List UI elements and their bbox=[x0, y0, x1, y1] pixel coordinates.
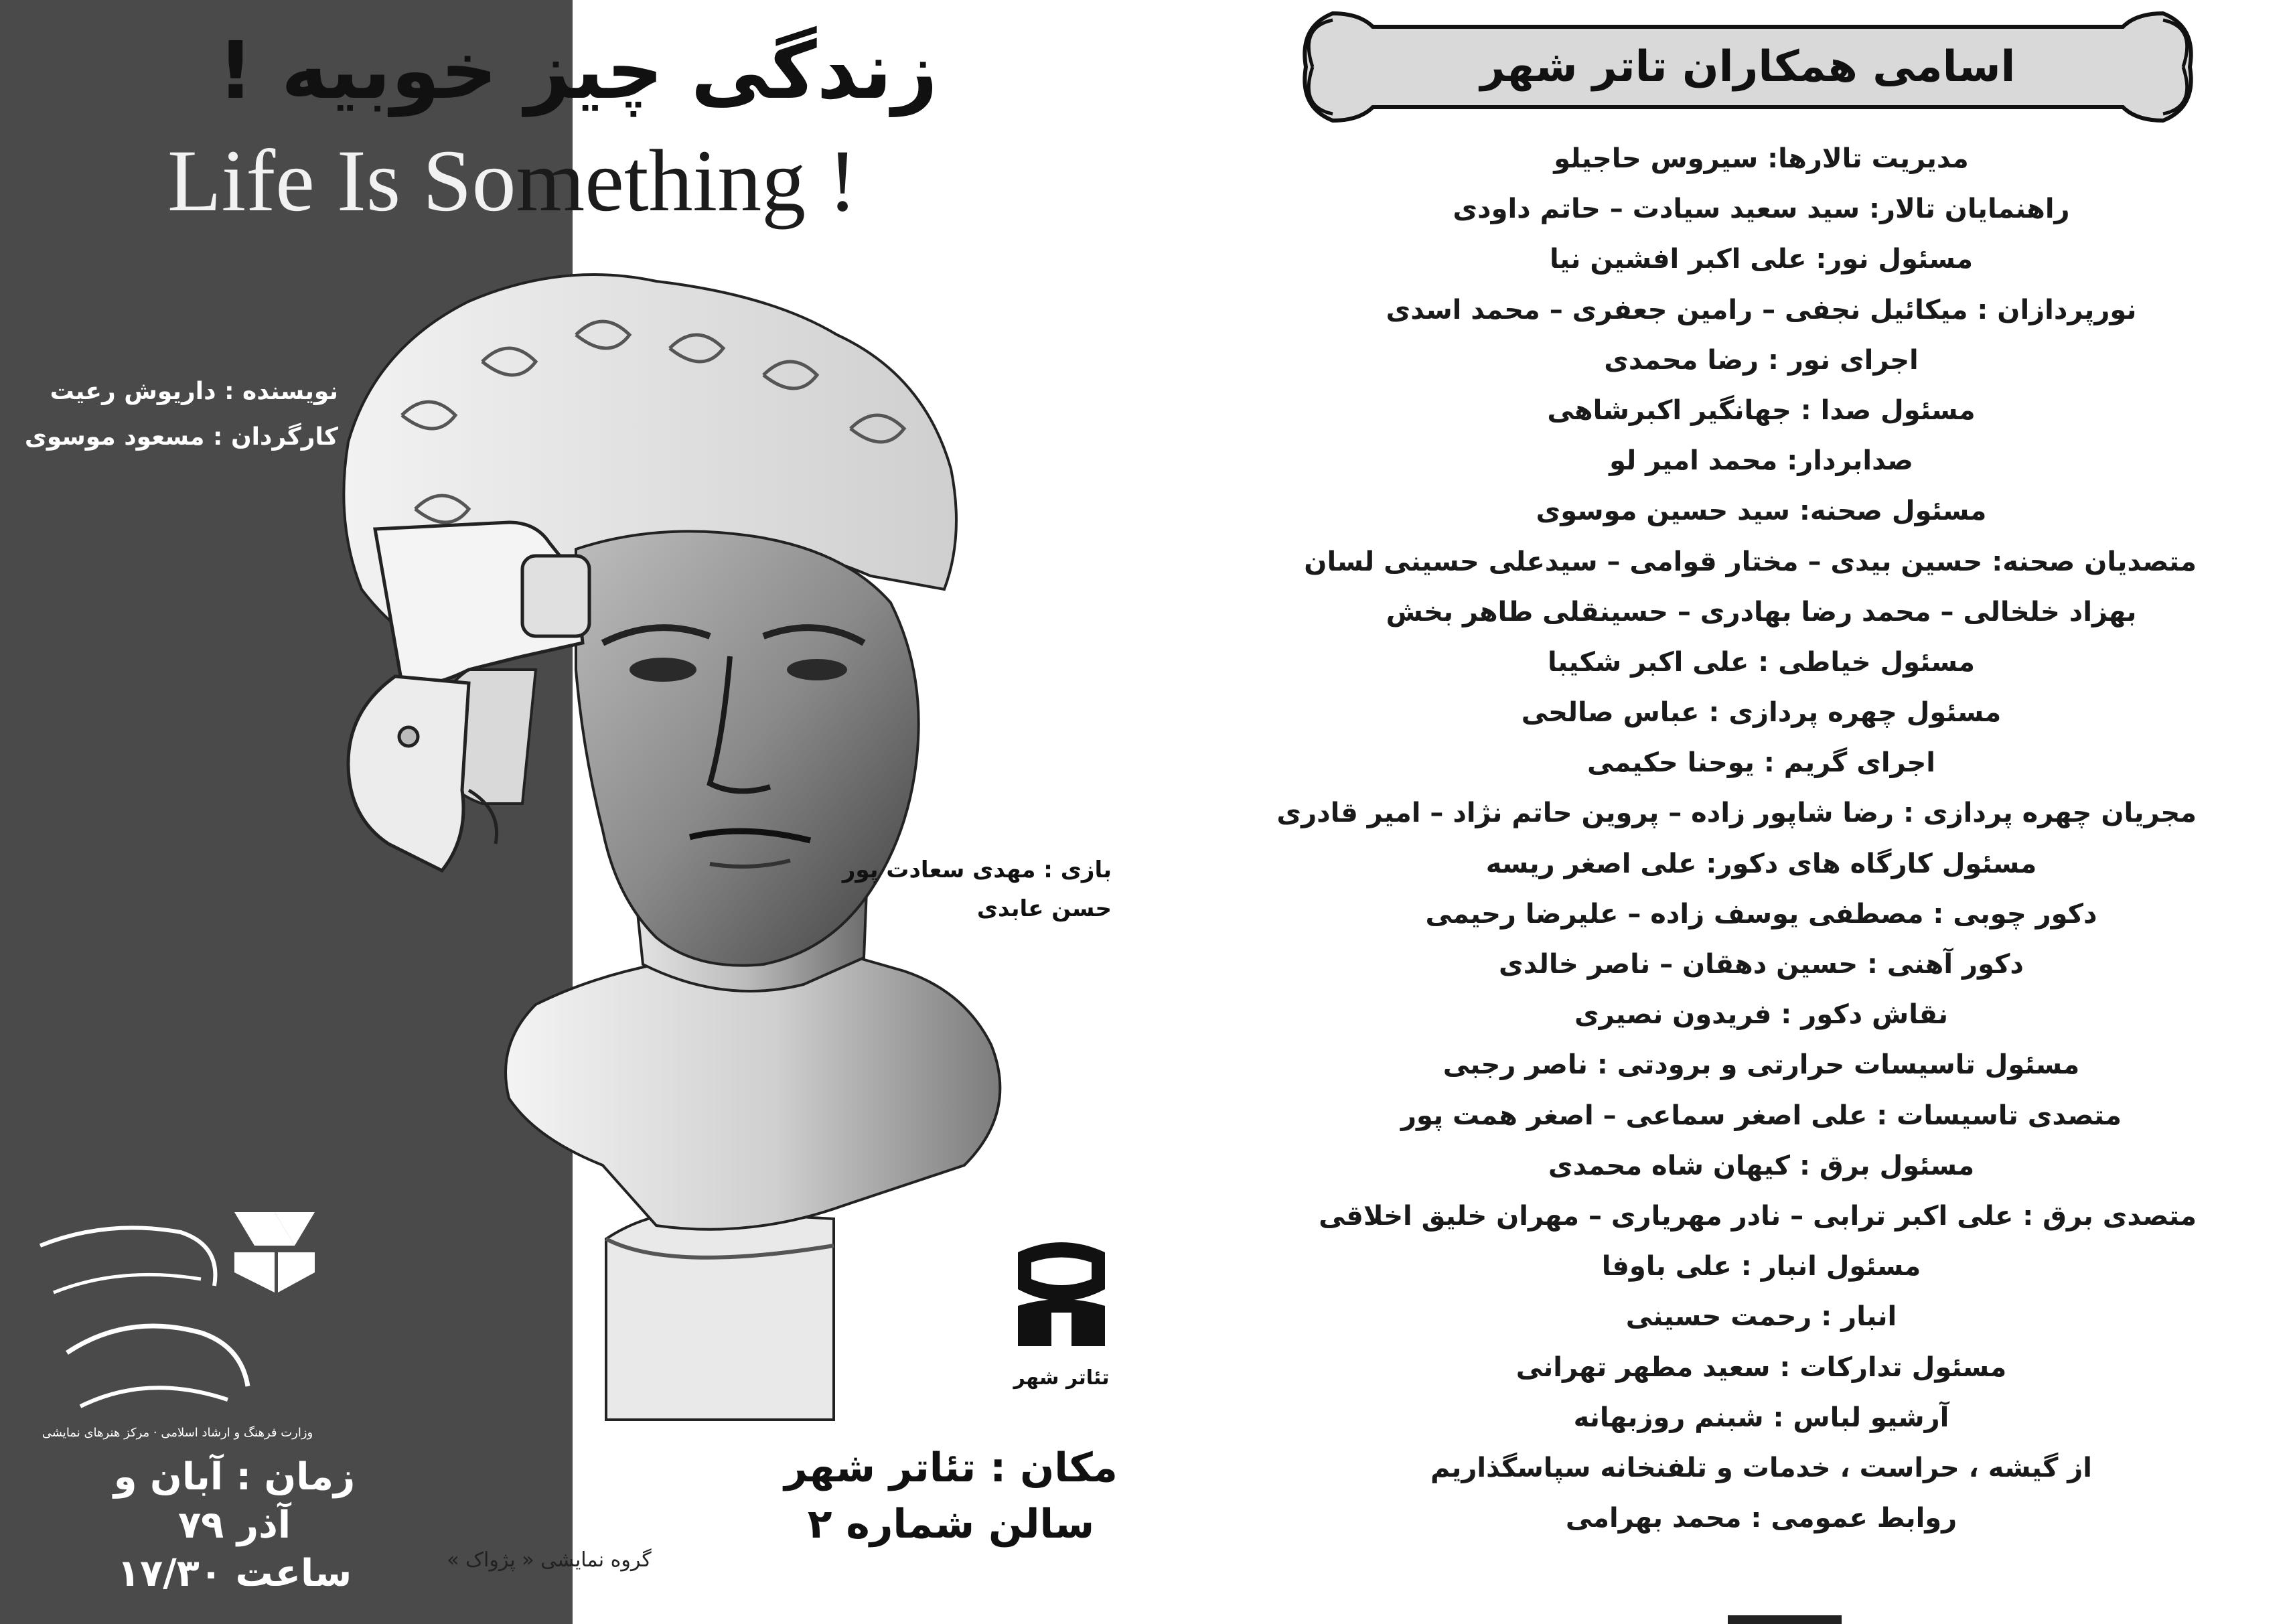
show-time bbox=[80, 1453, 388, 1598]
credit-line: مسئول صدا : جهانگیر اکبرشاهی bbox=[1547, 394, 1976, 426]
show-venue bbox=[763, 1440, 1138, 1552]
credit-line: دکور چوبی : مصطفی یوسف زاده – علیرضا رحیمی bbox=[1425, 898, 2097, 930]
ministry-logo-text: وزارت فرهنگ و ارشاد اسلامی · مرکز هنرهای نمایشی bbox=[42, 1426, 313, 1440]
director-credit: کارگردان : مسعود موسوی bbox=[24, 423, 338, 451]
cast-line-2: حسن عابدی bbox=[976, 895, 1112, 922]
credit-line: مجریان چهره پردازی : رضا شاپور زاده – پروین حاتم نژاد – امیر قادری bbox=[1276, 798, 2197, 829]
credit-line: نقاش دکور : فریدون نصیری bbox=[1574, 999, 1949, 1031]
credit-line: مسئول تدارکات : سعید مطهر تهرانی bbox=[1515, 1351, 2007, 1383]
credits-title: اسامی همکاران تاتر شهر bbox=[1480, 42, 2016, 92]
credit-line: متصدی تاسیسات : علی اصغر سماعی – اصغر همت پور bbox=[1401, 1100, 2122, 1131]
credit-line: اجرای نور : رضا محمدی bbox=[1604, 344, 1919, 376]
credit-line: راهنمایان تالار: سید سعید سیادت – حاتم داودی bbox=[1453, 194, 2070, 225]
revolver-shape bbox=[348, 522, 589, 871]
credit-line: مسئول انبار : علی باوفا bbox=[1601, 1251, 1921, 1282]
credit-line: متصدی برق : علی اکبر ترابی – نادر مهریاری – مهران خلیق اخلاقی bbox=[1319, 1200, 2197, 1232]
theater-shahr-logo-icon bbox=[1005, 1232, 1118, 1359]
credit-line: مسئول نور: علی اکبر افشین نیا bbox=[1550, 244, 1973, 275]
poster-title-english-part1: Life Is So bbox=[167, 131, 516, 230]
credits-list bbox=[1276, 134, 2197, 1544]
credit-line: متصدیان صحنه: حسین بیدی – مختار قوامی – سیدعلی حسینی لسان bbox=[1304, 546, 2197, 577]
show-venue-line-2: سالن شماره ۲ bbox=[807, 1501, 1095, 1548]
show-time-line-2: ساعت ۱۷/۳۰ bbox=[117, 1552, 352, 1595]
credit-line: مسئول چهره پردازی : عباس صالحی bbox=[1521, 697, 2002, 729]
poster-title-english-part2: mething ! bbox=[516, 131, 858, 230]
credit-line: آرشیو لباس : شبنم روزبهانه bbox=[1573, 1402, 1949, 1433]
troupe-credit: گروه نمایشی « پژواک » bbox=[447, 1548, 652, 1572]
credits-page bbox=[1138, 0, 2295, 1624]
credit-line: دکور آهنی : حسین دهقان – ناصر خالدی bbox=[1499, 949, 2024, 980]
credit-line: مدیریت تالارها: سیروس حاجیلو bbox=[1554, 143, 1969, 174]
poster-page bbox=[0, 0, 1138, 1624]
credit-line: مسئول صحنه: سید حسین موسوی bbox=[1536, 496, 1987, 527]
theater-logo-label: تئاتر شهر bbox=[1013, 1366, 1110, 1390]
credit-line: مسئول خیاطی : علی اکبر شکیبا bbox=[1547, 646, 1976, 678]
show-time-line-1: زمان : آبان و آذر ۷۹ bbox=[113, 1455, 356, 1547]
ministry-culture-logo-icon bbox=[27, 1205, 328, 1447]
credit-line: از گیشه ، حراست ، خدمات و تلفنخانه سپاسگذاریم bbox=[1430, 1452, 2093, 1483]
credit-line: بهزاد خلخالی – محمد رضا بهادری – حسینقلی طاهر بخش bbox=[1386, 596, 2137, 628]
writer-credit: نویسنده : داریوش رعیت bbox=[50, 378, 338, 405]
credit-line: مسئول تاسیسات حرارتی و برودتی : ناصر رجبی bbox=[1442, 1049, 2080, 1081]
poster-title-persian: زندگی چیز خوبیه ! bbox=[217, 24, 938, 117]
cast-line-1: بازی : مهدی سعادت پور bbox=[842, 857, 1112, 883]
credit-line: انبار : رحمت حسینی bbox=[1625, 1301, 1897, 1333]
credit-line: نورپردازان : میکائیل نجفی – رامین جعفری – محمد اسدی bbox=[1386, 294, 2137, 325]
credit-line: مسئول برق : کیهان شاه محمدی bbox=[1548, 1150, 1975, 1181]
credit-line: روابط عمومی : محمد بهرامی bbox=[1565, 1503, 1957, 1534]
show-venue-line-1: مکان : تئاتر شهر bbox=[784, 1445, 1118, 1491]
credit-line: مسئول کارگاه های دکور: علی اصغر ریسه bbox=[1485, 848, 2037, 879]
credit-line: صدابردار: محمد امیر لو bbox=[1609, 445, 1913, 477]
credit-line: اجرای گریم : یوحنا حکیمی bbox=[1587, 747, 1935, 779]
scan-edge-mark bbox=[1728, 1615, 1842, 1624]
cast-credit bbox=[830, 851, 1112, 928]
